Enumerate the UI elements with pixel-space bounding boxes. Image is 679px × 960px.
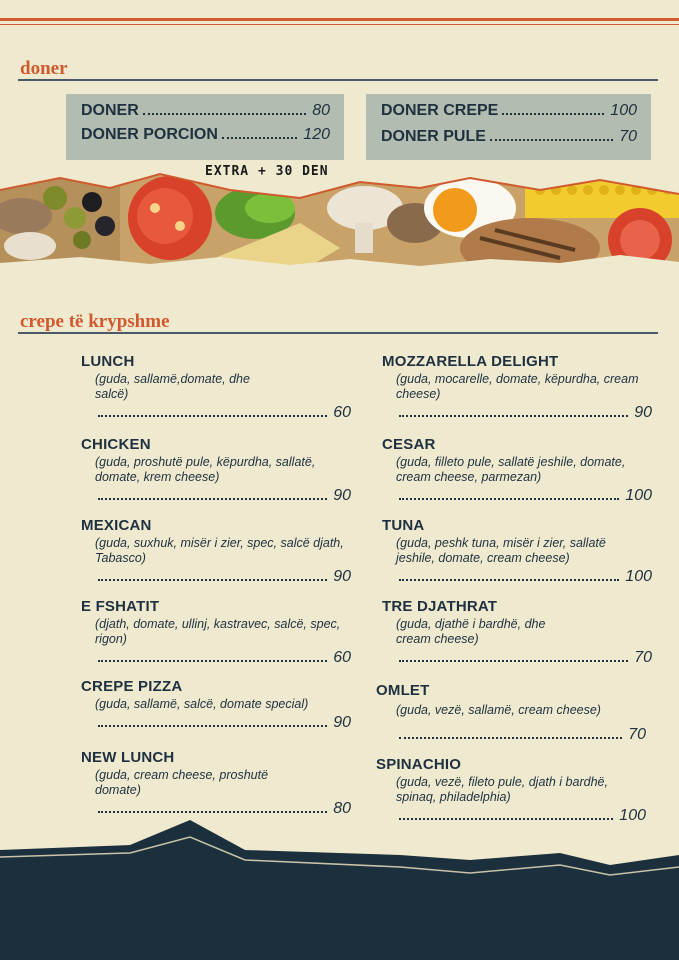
item-price-row bbox=[399, 568, 652, 586]
item-name: OMLET bbox=[376, 682, 430, 699]
item-name: NEW LUNCH bbox=[81, 749, 175, 766]
item-name: SPINACHIO bbox=[376, 756, 462, 773]
food-photo-banner bbox=[0, 168, 679, 272]
menu-item-omlet bbox=[376, 682, 646, 744]
menu-item-mexican bbox=[81, 517, 351, 586]
menu-item-tre-djathrat bbox=[382, 598, 652, 667]
doner-box-left bbox=[66, 94, 344, 160]
item-name: LUNCH bbox=[81, 353, 135, 370]
item-name: MEXICAN bbox=[81, 517, 152, 534]
item-price-row bbox=[98, 568, 351, 586]
item-price-row bbox=[399, 487, 652, 505]
doner-box-right bbox=[366, 94, 651, 160]
item-description: (guda, peshk tuna, misër i zier, sallatë jeshile, domate, cream cheese) bbox=[396, 536, 606, 565]
item-price: 100 bbox=[625, 568, 652, 585]
item-name: DONER bbox=[81, 102, 139, 119]
menu-item-cesar bbox=[382, 436, 652, 505]
menu-item-doner-porcion bbox=[81, 126, 330, 148]
item-price: 120 bbox=[303, 126, 330, 143]
leader-dots bbox=[98, 724, 327, 727]
item-price-row bbox=[98, 649, 351, 667]
leader-dots bbox=[98, 659, 327, 662]
leader-dots bbox=[98, 810, 327, 813]
leader-dots bbox=[502, 112, 604, 115]
menu-item-doner-crepe bbox=[381, 102, 637, 124]
item-description: (guda, mocarelle, domate, këpurdha, cream cheese) bbox=[396, 372, 639, 401]
menu-item-doner bbox=[81, 102, 330, 124]
menu-item-mozzarella-delight bbox=[382, 353, 652, 422]
menu-item-crepe-pizza bbox=[81, 678, 351, 732]
leader-dots bbox=[143, 112, 306, 115]
item-description: (guda, filleto pule, sallatë jeshile, domate, cream cheese, parmezan) bbox=[396, 455, 626, 484]
item-price: 90 bbox=[333, 714, 351, 731]
item-price: 100 bbox=[610, 102, 637, 119]
item-price: 100 bbox=[625, 487, 652, 504]
leader-dots bbox=[399, 414, 628, 417]
extra-charge-note: EXTRA + 30 DEN bbox=[205, 164, 329, 179]
crepe-section-rule bbox=[18, 332, 658, 334]
item-name: E FSHATIT bbox=[81, 598, 160, 615]
top-accent-rule bbox=[0, 18, 679, 21]
item-price: 70 bbox=[619, 128, 637, 145]
leader-dots bbox=[399, 497, 619, 500]
menu-item-new-lunch bbox=[81, 749, 351, 818]
item-price: 60 bbox=[333, 404, 351, 421]
item-price: 90 bbox=[333, 487, 351, 504]
item-price: 90 bbox=[333, 568, 351, 585]
item-price-row bbox=[399, 726, 646, 744]
item-description: (guda, suxhuk, misër i zier, spec, salcë djath, Tabasco) bbox=[95, 536, 344, 565]
leader-dots bbox=[399, 659, 628, 662]
item-description: (guda, vezë, sallamë, cream cheese) bbox=[396, 703, 601, 717]
item-name: TRE DJATHRAT bbox=[382, 598, 498, 615]
top-accent-rule-thin bbox=[0, 24, 679, 25]
doner-section-title: doner bbox=[20, 58, 68, 79]
item-name: DONER CREPE bbox=[381, 102, 499, 119]
item-name: MOZZARELLA DELIGHT bbox=[382, 353, 559, 370]
item-name: DONER PORCION bbox=[81, 126, 218, 143]
item-price-row bbox=[399, 649, 652, 667]
item-price: 70 bbox=[628, 726, 646, 743]
item-description: (guda, sallamë, salcë, domate special) bbox=[95, 697, 309, 711]
item-price-row bbox=[98, 487, 351, 505]
crepe-section-title: crepe të krypshme bbox=[20, 311, 170, 332]
item-price: 70 bbox=[634, 649, 652, 666]
menu-item-lunch bbox=[81, 353, 351, 422]
item-description: (guda, vezë, fileto pule, djath i bardhë, spinaq, philadelphia) bbox=[396, 775, 608, 804]
leader-dots bbox=[98, 497, 327, 500]
leader-dots bbox=[399, 736, 622, 739]
menu-item-doner-pule bbox=[381, 128, 637, 150]
item-price: 90 bbox=[634, 404, 652, 421]
item-description: (guda, sallamë,domate, dhe salcë) bbox=[95, 372, 250, 401]
item-name: CESAR bbox=[382, 436, 436, 453]
item-description: (guda, cream cheese, proshutë domate) bbox=[95, 768, 269, 797]
item-price-row bbox=[98, 714, 351, 732]
leader-dots bbox=[98, 414, 327, 417]
item-name: CREPE PIZZA bbox=[81, 678, 183, 695]
item-price: 100 bbox=[619, 807, 646, 824]
menu-item-chicken bbox=[81, 436, 351, 505]
item-description: (guda, djathë i bardhë, dhe cream cheese) bbox=[396, 617, 546, 646]
leader-dots bbox=[399, 578, 619, 581]
item-name: TUNA bbox=[382, 517, 425, 534]
item-price: 60 bbox=[333, 649, 351, 666]
item-price-row bbox=[98, 404, 351, 422]
menu-item-tuna bbox=[382, 517, 652, 586]
item-description: (guda, proshutë pule, këpurdha, sallatë, domate, krem cheese) bbox=[95, 455, 316, 484]
leader-dots bbox=[490, 138, 613, 141]
item-price-row bbox=[399, 404, 652, 422]
menu-item-e-fshatit bbox=[81, 598, 351, 667]
leader-dots bbox=[222, 136, 297, 139]
item-name: DONER PULE bbox=[381, 128, 486, 145]
item-name: CHICKEN bbox=[81, 436, 151, 453]
item-price: 80 bbox=[333, 800, 351, 817]
doner-section-rule bbox=[18, 79, 658, 81]
item-price: 80 bbox=[312, 102, 330, 119]
footer-mountain-band bbox=[0, 815, 679, 960]
leader-dots bbox=[98, 578, 327, 581]
item-description: (djath, domate, ullinj, kastravec, salcë, spec, rigon) bbox=[95, 617, 341, 646]
